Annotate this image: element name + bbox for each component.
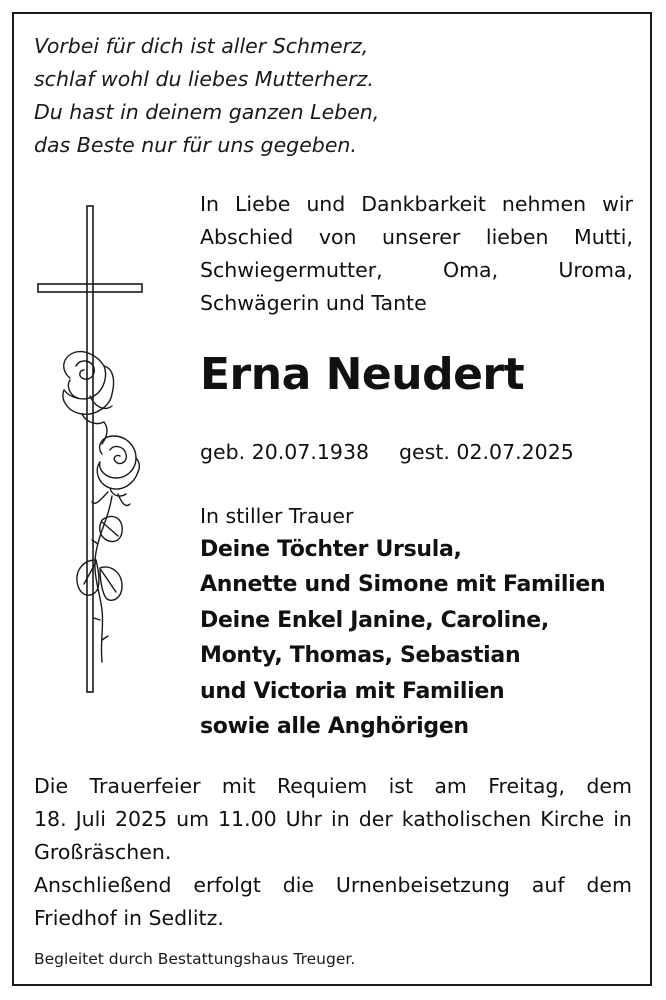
death-date: gest. 02.07.2025	[399, 440, 574, 464]
mourners-line: Deine Enkel Janine, Caroline,	[200, 607, 549, 633]
mourners-list	[200, 532, 640, 744]
intro-line: Abschied von unserer lieben Mutti,	[200, 225, 633, 249]
service-line: Großräschen.	[34, 840, 172, 864]
service-line: 18. Juli 2025 um 11.00 Uhr in der katholischen Kirche in	[34, 807, 632, 831]
rose-icon	[63, 352, 139, 662]
service-line: Anschließend erfolgt die Urnenbeisetzung auf dem	[34, 873, 632, 897]
poem-line: Du hast in deinem ganzen Leben,	[34, 100, 380, 124]
mourners-line: Annette und Simone mit Familien	[200, 572, 606, 598]
cross-icon	[38, 206, 142, 692]
intro-line: Schwiegermutter, Oma, Uroma,	[200, 258, 633, 282]
birth-date: geb. 20.07.1938	[200, 440, 370, 464]
cross-with-roses-icon	[30, 200, 160, 700]
service-line: Die Trauerfeier mit Requiem ist am Freitag, dem	[34, 774, 632, 798]
deceased-name: Erna Neudert	[200, 349, 525, 400]
mourners-line: und Victoria mit Familien	[200, 678, 505, 704]
mourners-line: Monty, Thomas, Sebastian	[200, 643, 521, 669]
service-line: Friedhof in Sedlitz.	[34, 906, 224, 930]
mourners-line: Deine Töchter Ursula,	[200, 537, 462, 562]
mourners-line: sowie alle Anghörigen	[200, 714, 469, 740]
poem-line: das Beste nur für uns gegeben.	[34, 133, 357, 157]
poem	[34, 30, 434, 162]
poem-line: Vorbei für dich ist aller Schmerz,	[34, 34, 369, 58]
life-dates	[200, 436, 640, 469]
service-info	[34, 770, 632, 935]
intro-text	[200, 188, 633, 320]
poem-line: schlaf wohl du liebes Mutterherz.	[34, 67, 374, 91]
mourning-label: In stiller Trauer	[200, 504, 354, 528]
intro-line: Schwägerin und Tante	[200, 291, 427, 315]
intro-line: In Liebe und Dankbarkeit nehmen wir	[200, 192, 633, 216]
funeral-home-credit: Begleitet durch Bestattungshaus Treuger.	[34, 950, 356, 968]
